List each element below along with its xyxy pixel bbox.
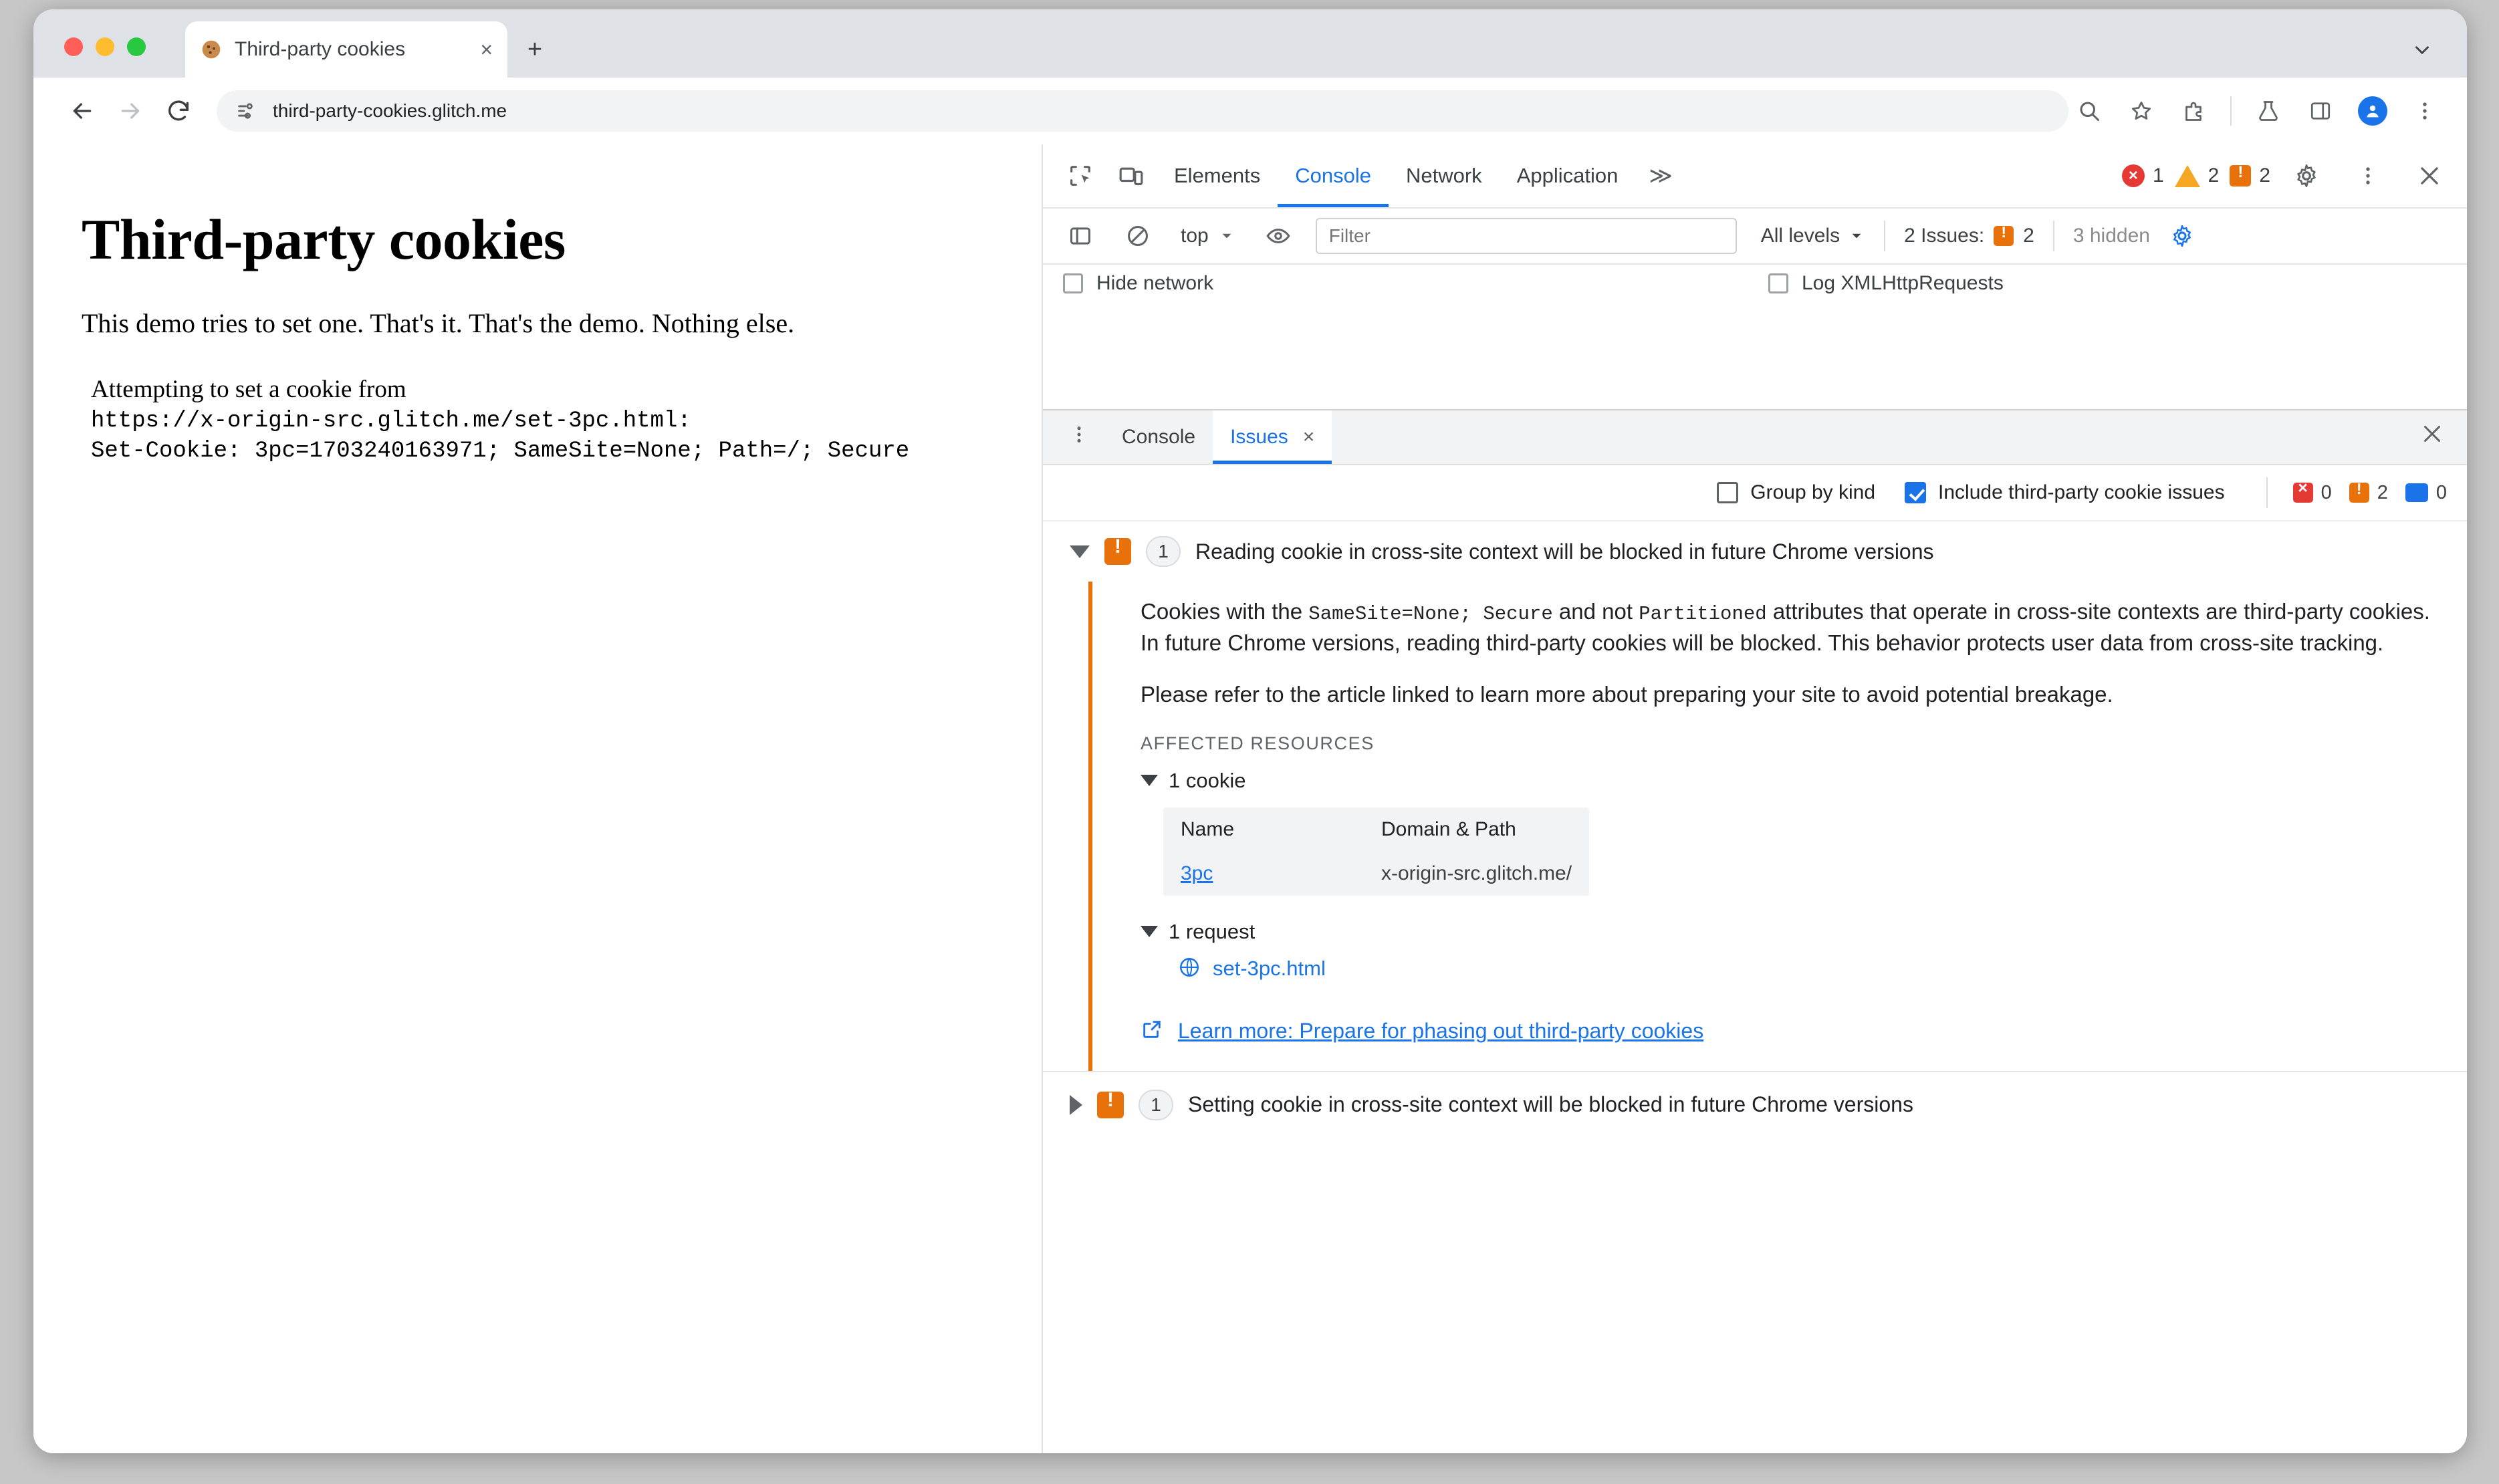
filter-divider xyxy=(1884,221,1885,251)
side-panel-icon[interactable] xyxy=(2305,96,2336,126)
cookie-name-anchor[interactable]: 3pc xyxy=(1181,862,1213,884)
group-by-kind-label: Group by kind xyxy=(1750,481,1876,503)
issues-summary-count: 2 xyxy=(2023,225,2034,247)
device-toolbar-icon[interactable] xyxy=(1110,154,1153,197)
hidden-messages-text: 3 hidden xyxy=(2072,225,2150,247)
toolbar-icons xyxy=(2074,96,2440,126)
page-title: Third-party cookies xyxy=(82,207,566,271)
warning-count[interactable] xyxy=(2175,164,2220,187)
address-bar-url: third-party-cookies.glitch.me xyxy=(273,100,507,121)
set-cookie-line: Set-Cookie: 3pc=1703240163971; SameSite=None; Path=/; Secure xyxy=(91,438,910,464)
close-window-button[interactable] xyxy=(64,37,83,56)
request-file-icon xyxy=(1178,956,1201,982)
issues-warning-count xyxy=(2349,482,2388,504)
log-level-selector[interactable] xyxy=(1761,225,1865,247)
bookmark-star-icon[interactable] xyxy=(2126,96,2157,126)
console-filter-bar xyxy=(1043,209,2467,265)
reload-button[interactable] xyxy=(159,92,198,130)
external-link-icon xyxy=(1141,1018,1163,1044)
back-button[interactable] xyxy=(63,92,102,130)
issue-icon xyxy=(2230,165,2251,187)
kebab-menu-icon[interactable] xyxy=(2347,154,2389,197)
gear-icon[interactable] xyxy=(2285,154,2328,197)
request-group-label: 1 request xyxy=(1169,919,1256,943)
close-drawer-icon[interactable] xyxy=(2420,422,2444,453)
chevron-right-icon[interactable] xyxy=(1070,1095,1082,1115)
issue-row-expanded[interactable] xyxy=(1043,521,2467,582)
issues-error-value: 0 xyxy=(2320,481,2332,503)
error-count[interactable] xyxy=(2122,164,2164,187)
close-icon[interactable]: × xyxy=(1302,426,1315,448)
cookie-icon xyxy=(200,38,223,61)
affected-cookie-table xyxy=(1163,808,1589,896)
error-icon: × xyxy=(2122,164,2145,187)
cookie-attempt-block xyxy=(82,374,993,467)
issue-details xyxy=(1088,582,2467,1071)
info-icon xyxy=(2405,483,2428,502)
p1-part2: and not xyxy=(1552,599,1639,624)
drawer-tab-issues[interactable] xyxy=(1213,410,1332,464)
issue-title: Setting cookie in cross-site context will be blocked in future Chrome versions xyxy=(1188,1092,1913,1117)
execution-context-selector[interactable] xyxy=(1170,225,1246,247)
include-third-party-checkbox[interactable] xyxy=(1905,482,1926,503)
warning-icon xyxy=(2349,483,2369,503)
attempt-line: Attempting to set a cookie from xyxy=(91,376,406,403)
drawer-tab-issues-label: Issues xyxy=(1230,426,1288,448)
close-devtools-icon[interactable] xyxy=(2408,154,2451,197)
issue-occurrence-count: 1 xyxy=(1146,536,1181,567)
browser-window xyxy=(33,9,2467,1453)
error-icon xyxy=(2293,483,2313,503)
chrome-menu-icon[interactable] xyxy=(2409,96,2440,126)
affected-request-row[interactable] xyxy=(1178,956,2467,982)
error-count-value: 1 xyxy=(2152,164,2164,187)
issues-list xyxy=(1043,521,2467,1453)
issue-warning-icon xyxy=(1994,226,2014,246)
tab-application[interactable]: Application xyxy=(1516,164,1619,187)
issues-counts xyxy=(2293,482,2447,504)
devtools-panel xyxy=(1043,144,2467,1453)
console-settings-gear-icon[interactable] xyxy=(2161,215,2204,257)
issue-occurrence-count: 1 xyxy=(1139,1090,1173,1120)
include-third-party-option[interactable] xyxy=(1905,481,2225,504)
show-console-sidebar-icon[interactable] xyxy=(1059,215,1102,257)
warning-icon xyxy=(1097,1092,1124,1118)
extensions-icon[interactable] xyxy=(2178,96,2209,126)
devtools-drawer xyxy=(1043,409,2467,1453)
tab-elements[interactable]: Elements xyxy=(1174,164,1261,187)
group-by-kind-checkbox[interactable] xyxy=(1717,482,1738,503)
site-settings-icon[interactable] xyxy=(235,100,258,122)
p1-code-samesite: SameSite=None; Secure xyxy=(1308,603,1553,625)
tab-console[interactable]: Console xyxy=(1278,144,1389,207)
issues-info-count xyxy=(2405,482,2447,504)
execution-context-value: top xyxy=(1181,225,1209,247)
hide-network-checkbox[interactable] xyxy=(1063,273,1083,293)
devtools-status-counts xyxy=(2122,154,2455,197)
issue-paragraph-1 xyxy=(1141,596,2431,659)
chevron-down-icon xyxy=(1141,775,1158,786)
live-expression-icon[interactable] xyxy=(1257,215,1300,257)
console-settings-row xyxy=(1043,265,2467,302)
more-tabs-icon[interactable]: ≫ xyxy=(1649,163,1673,189)
drawer-tab-console[interactable]: Console xyxy=(1122,426,1196,448)
p1-code-partitioned: Partitioned xyxy=(1639,603,1767,625)
issue-title: Reading cookie in cross-site context will be blocked in future Chrome versions xyxy=(1195,539,1934,564)
p1-part4: attributes that operate in cross-site contexts are third-party cookies. In future Chrome versions, reading third-party cookies will be blocked. This behavior protects user data from cross-site tracking. xyxy=(1141,599,2430,656)
new-tab-button[interactable]: + xyxy=(527,35,543,64)
p1-part0: Cookies with the xyxy=(1141,599,1309,624)
include-third-party-label: Include third-party cookie issues xyxy=(1938,481,2225,503)
close-icon[interactable]: × xyxy=(480,37,493,61)
clear-console-icon[interactable] xyxy=(1116,215,1159,257)
labs-icon[interactable] xyxy=(2253,96,2284,126)
chevron-down-icon xyxy=(1141,926,1158,937)
maximize-window-button[interactable] xyxy=(127,37,146,56)
issue-count-value: 2 xyxy=(2259,164,2270,187)
warning-icon xyxy=(2175,165,2200,187)
tab-title: Third-party cookies xyxy=(235,38,406,60)
column-header-domain-path: Domain & Path xyxy=(1381,818,1516,840)
issues-summary[interactable] xyxy=(1904,225,2034,247)
console-filter-input[interactable] xyxy=(1316,218,1737,254)
learn-more-link[interactable]: Learn more: Prepare for phasing out third-party cookies xyxy=(1178,1018,1704,1043)
web-page xyxy=(33,144,1043,1453)
page-lead-text: This demo tries to set one. That's it. That's the demo. Nothing else. xyxy=(82,308,795,338)
issues-error-count xyxy=(2293,482,2332,504)
warning-icon xyxy=(1104,538,1131,565)
browser-toolbar xyxy=(33,78,2467,144)
warning-count-value: 2 xyxy=(2208,164,2220,187)
minimize-window-button[interactable] xyxy=(96,37,114,56)
affected-resources-label: AFFECTED RESOURCES xyxy=(1141,733,1375,753)
request-group-toggle[interactable] xyxy=(1141,920,2467,944)
table-header-row xyxy=(1163,808,1589,852)
inspect-element-icon[interactable] xyxy=(1059,154,1102,197)
learn-more-row[interactable] xyxy=(1141,1018,2467,1044)
issues-summary-text: 2 Issues: xyxy=(1904,225,1985,247)
tab-strip xyxy=(33,9,2467,78)
forward-button[interactable] xyxy=(111,92,150,130)
browser-tab[interactable] xyxy=(185,21,507,78)
cookie-group-toggle[interactable] xyxy=(1141,769,2467,793)
chevron-down-icon[interactable] xyxy=(2411,39,2433,66)
cookie-name-link[interactable] xyxy=(1163,852,1364,896)
log-xhr-label: Log XMLHttpRequests xyxy=(1802,272,2004,294)
log-level-value: All levels xyxy=(1760,225,1840,247)
content-area xyxy=(33,144,2467,1453)
hide-network-label: Hide network xyxy=(1096,272,1214,294)
tab-network[interactable]: Network xyxy=(1405,164,1482,187)
chevron-down-icon[interactable] xyxy=(1070,545,1090,558)
column-header-name: Name xyxy=(1181,818,1235,840)
issue-row-collapsed[interactable] xyxy=(1043,1071,2467,1138)
zoom-icon[interactable] xyxy=(2074,96,2105,126)
cookie-domain-path: x-origin-src.glitch.me/ xyxy=(1381,862,1572,884)
issue-count[interactable] xyxy=(2230,164,2270,187)
group-by-kind-option[interactable] xyxy=(1717,481,1875,504)
issues-toolbar xyxy=(1043,465,2467,521)
source-url-line: https://x-origin-src.glitch.me/set-3pc.html: xyxy=(91,408,691,434)
table-row xyxy=(1163,852,1589,896)
log-xhr-checkbox[interactable] xyxy=(1768,273,1788,293)
issue-paragraph-2: Please refer to the article linked to learn more about preparing your site to avoid potential breakage. xyxy=(1141,682,2113,707)
devtools-tabbar xyxy=(1043,144,2467,209)
window-controls[interactable] xyxy=(64,37,146,56)
drawer-tabbar xyxy=(1043,410,2467,465)
drawer-menu-icon[interactable] xyxy=(1054,424,1104,451)
issues-warning-value: 2 xyxy=(2377,481,2388,503)
address-bar[interactable] xyxy=(217,90,2068,132)
hidden-divider xyxy=(2053,221,2054,251)
issues-toolbar-divider xyxy=(2266,477,2268,508)
request-link[interactable]: set-3pc.html xyxy=(1213,957,1326,981)
issues-info-value: 0 xyxy=(2435,481,2447,503)
cookie-group-label: 1 cookie xyxy=(1169,768,1246,792)
avatar[interactable] xyxy=(2357,96,2388,126)
toolbar-divider xyxy=(2230,96,2232,126)
